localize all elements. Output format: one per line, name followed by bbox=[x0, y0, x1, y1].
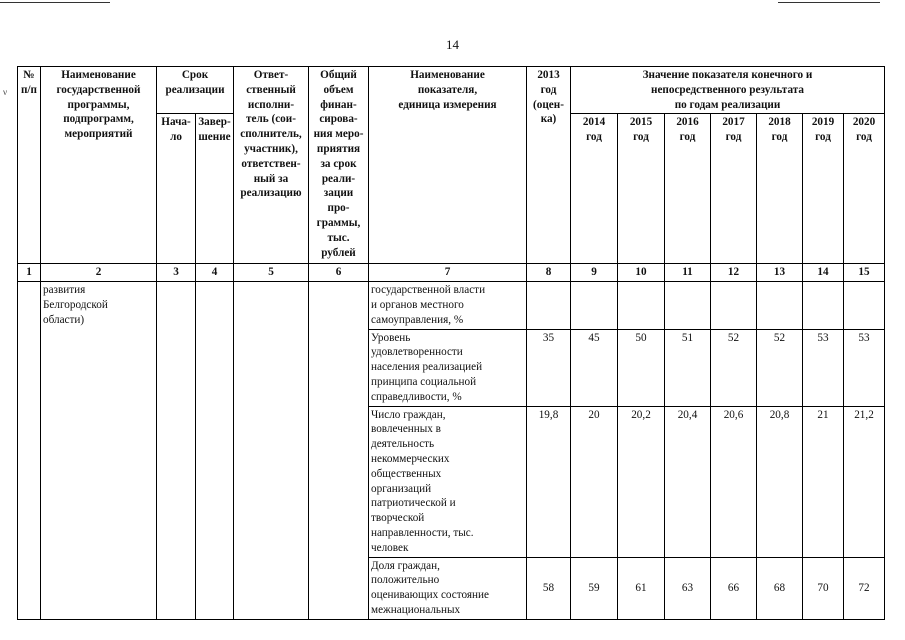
column-number: 11 bbox=[665, 264, 711, 282]
header-year-2017: 2017 год bbox=[711, 114, 757, 264]
header-num: № п/п bbox=[18, 67, 41, 264]
value-2015: 50 bbox=[618, 329, 665, 406]
header-2013: 2013 год (оцен- ка) bbox=[527, 67, 571, 264]
value-2018: 68 bbox=[757, 557, 803, 619]
value-2013: 58 bbox=[527, 557, 571, 619]
responsible-cell bbox=[234, 282, 309, 620]
indicators-table bbox=[17, 66, 885, 620]
column-number: 8 bbox=[527, 264, 571, 282]
indicator-name: Число граждан, вовлеченных в деятельность некоммерческих общественных организаций патриотической и творческой направленности, тыс. человек bbox=[369, 406, 527, 557]
value-2019: 70 bbox=[803, 557, 844, 619]
value-2013: 35 bbox=[527, 329, 571, 406]
header-start: Нача- ло bbox=[157, 114, 196, 264]
header-year-2018: 2018 год bbox=[757, 114, 803, 264]
header-end: Завер- шение bbox=[196, 114, 234, 264]
column-number: 7 bbox=[369, 264, 527, 282]
column-number: 5 bbox=[234, 264, 309, 282]
header-year-2019: 2019 год bbox=[803, 114, 844, 264]
value-2016: 63 bbox=[665, 557, 711, 619]
header-program-name: Наименование государственной программы, подпрограмм, мероприятий bbox=[41, 67, 157, 264]
header-funding: Общий объем финан- сирова- ния меро- приятия за срок реали- зации про- граммы, тыс. рублей bbox=[309, 67, 369, 264]
column-number: 10 bbox=[618, 264, 665, 282]
value-2017: 52 bbox=[711, 329, 757, 406]
value-2015: 61 bbox=[618, 557, 665, 619]
column-number: 15 bbox=[844, 264, 885, 282]
value-2015: 20,2 bbox=[618, 406, 665, 557]
value-2014 bbox=[571, 282, 618, 329]
indicator-name: Доля граждан, положительно оценивающих состояние межнациональных bbox=[369, 557, 527, 619]
value-2018: 20,8 bbox=[757, 406, 803, 557]
column-number: 4 bbox=[196, 264, 234, 282]
value-2014: 20 bbox=[571, 406, 618, 557]
value-2013: 19,8 bbox=[527, 406, 571, 557]
value-2013 bbox=[527, 282, 571, 329]
column-number: 6 bbox=[309, 264, 369, 282]
table-row bbox=[18, 282, 885, 329]
value-2020: 72 bbox=[844, 557, 885, 619]
header-year-2015: 2015 год bbox=[618, 114, 665, 264]
header-year-2020: 2020 год bbox=[844, 114, 885, 264]
header-term: Срок реализации bbox=[157, 67, 234, 114]
top-rule-right bbox=[778, 2, 880, 3]
column-number: 1 bbox=[18, 264, 41, 282]
header-year-2014: 2014 год bbox=[571, 114, 618, 264]
header-year-2016: 2016 год bbox=[665, 114, 711, 264]
column-number: 14 bbox=[803, 264, 844, 282]
column-number: 9 bbox=[571, 264, 618, 282]
column-number: 13 bbox=[757, 264, 803, 282]
value-2020: 53 bbox=[844, 329, 885, 406]
end-cell bbox=[196, 282, 234, 620]
start-cell bbox=[157, 282, 196, 620]
page-number: 14 bbox=[446, 37, 459, 52]
top-rule-left bbox=[0, 2, 110, 3]
value-2020 bbox=[844, 282, 885, 329]
value-2014: 59 bbox=[571, 557, 618, 619]
value-2016: 51 bbox=[665, 329, 711, 406]
funding-cell bbox=[309, 282, 369, 620]
row-num-cell bbox=[18, 282, 41, 620]
value-2017 bbox=[711, 282, 757, 329]
indicator-name: Уровень удовлетворенности населения реализацией принципа социальной справедливости, % bbox=[369, 329, 527, 406]
value-2018 bbox=[757, 282, 803, 329]
margin-mark: ν bbox=[3, 87, 8, 97]
column-number: 12 bbox=[711, 264, 757, 282]
value-2017: 66 bbox=[711, 557, 757, 619]
value-2019: 53 bbox=[803, 329, 844, 406]
value-2020: 21,2 bbox=[844, 406, 885, 557]
value-2016 bbox=[665, 282, 711, 329]
value-2016: 20,4 bbox=[665, 406, 711, 557]
value-2015 bbox=[618, 282, 665, 329]
column-number: 2 bbox=[41, 264, 157, 282]
value-2017: 20,6 bbox=[711, 406, 757, 557]
header-result-group: Значение показателя конечного и непосредственного результата по годам реализации bbox=[571, 67, 885, 114]
header-indicator: Наименование показателя, единица измерения bbox=[369, 67, 527, 264]
value-2018: 52 bbox=[757, 329, 803, 406]
value-2019: 21 bbox=[803, 406, 844, 557]
program-name-cell: развития Белгородской области) bbox=[41, 282, 157, 620]
value-2014: 45 bbox=[571, 329, 618, 406]
indicator-name: государственной власти и органов местного самоуправления, % bbox=[369, 282, 527, 329]
column-number: 3 bbox=[157, 264, 196, 282]
value-2019 bbox=[803, 282, 844, 329]
header-responsible: Ответ- ственный исполни- тель (сои- сполнитель, участник), ответствен- ный за реализацию bbox=[234, 67, 309, 264]
